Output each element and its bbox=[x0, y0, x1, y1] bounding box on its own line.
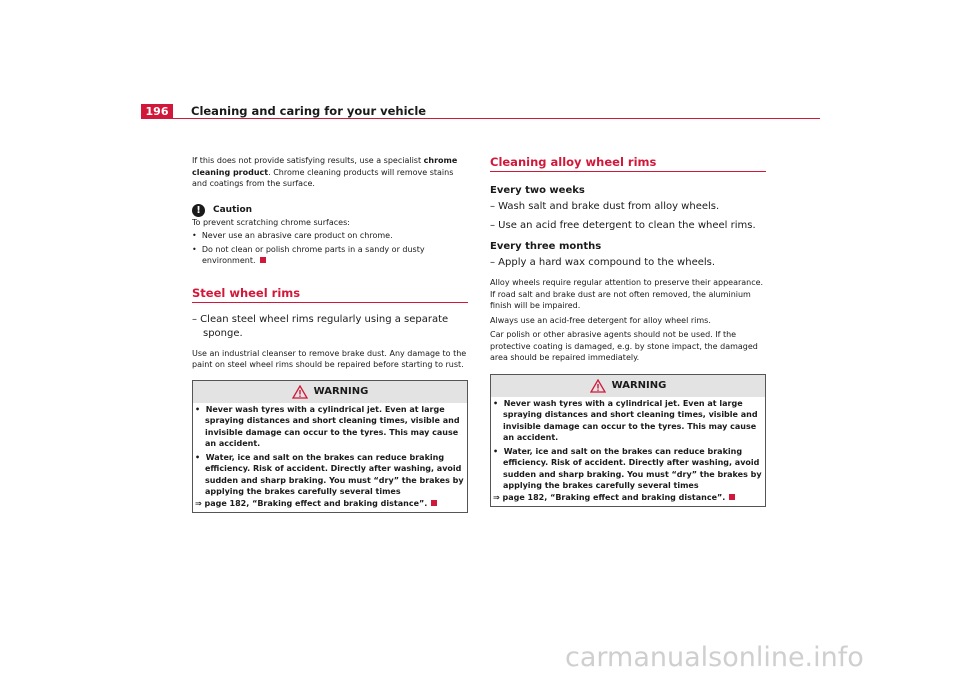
alloy-step: – Use an acid free detergent to clean the wheel rims. bbox=[490, 220, 756, 231]
warning-bullet: • Never wash tyres with a cylindrical jet. Even at large spraying distances and short cleaning times, visible and invisible damage can occur to the tyres. This may cause an accident. bbox=[493, 398, 758, 442]
chrome-product-term: chrome cleaning product bbox=[192, 156, 458, 177]
warning-header bbox=[193, 381, 467, 403]
warning-page-reference[interactable]: ⇒ page 182, “Braking effect and braking distance”. bbox=[493, 492, 763, 504]
warning-bullet: • Never wash tyres with a cylindrical jet. Even at large spraying distances and short cleaning times, visible and invisible damage can occur to the tyres. This may cause an accident. bbox=[195, 404, 460, 448]
steel-note: Use an industrial cleanser to remove brake dust. Any damage to the paint on steel wheel rims should be repaired before starting to rust. bbox=[192, 348, 467, 369]
warning-bullet: • Water, ice and salt on the brakes can reduce braking efficiency. Risk of accident. Directly after washing, avoid sudden and sharp braking. You must “dry” the brakes by applying the brakes carefully several times bbox=[195, 452, 464, 496]
warning-triangle-icon bbox=[292, 385, 308, 399]
steel-step: – Clean steel wheel rims regularly using a separate sponge. bbox=[192, 313, 449, 339]
svg-text:carmanualsonline.info: carmanualsonline.info bbox=[565, 642, 864, 673]
end-of-section-icon bbox=[260, 257, 266, 263]
caution-bullet: • Never use an abrasive care product on chrome. bbox=[192, 231, 393, 240]
right-column bbox=[490, 155, 766, 507]
steel-wheel-rims-heading: Steel wheel rims bbox=[192, 286, 468, 303]
warning-box bbox=[192, 380, 468, 514]
alloy-wheel-rims-heading: Cleaning alloy wheel rims bbox=[490, 155, 766, 172]
caution-icon: ! bbox=[192, 204, 205, 217]
watermark bbox=[565, 640, 945, 674]
alloy-paragraph: Car polish or other abrasive agents should not be used. If the protective coating is damaged, e.g. by stone impact, the damaged area should be repaired immediately. bbox=[490, 330, 758, 362]
every-three-months-heading: Every three months bbox=[490, 241, 602, 252]
page-number: 196 bbox=[141, 104, 173, 119]
caution-label: Caution bbox=[213, 205, 253, 215]
warning-body bbox=[491, 397, 765, 507]
every-two-weeks-heading: Every two weeks bbox=[490, 185, 585, 196]
warning-label: WARNING bbox=[611, 380, 667, 391]
warning-page-reference[interactable]: ⇒ page 182, “Braking effect and braking distance”. bbox=[195, 498, 465, 510]
caution-heading bbox=[192, 204, 468, 217]
end-of-section-icon bbox=[431, 500, 437, 506]
warning-triangle-icon bbox=[590, 379, 606, 393]
warning-bullet: • Water, ice and salt on the brakes can reduce braking efficiency. Risk of accident. Directly after washing, avoid sudden and sharp braking. You must “dry” the brakes by applying the brakes carefully several times bbox=[493, 446, 762, 490]
left-column bbox=[192, 155, 468, 513]
warning-box bbox=[490, 374, 766, 508]
page-title: Cleaning and caring for your vehicle bbox=[191, 104, 427, 118]
alloy-step: – Wash salt and brake dust from alloy wheels. bbox=[490, 201, 720, 212]
alloy-step: – Apply a hard wax compound to the wheels. bbox=[490, 257, 716, 268]
header-rule bbox=[141, 118, 820, 119]
end-of-section-icon bbox=[729, 494, 735, 500]
warning-body bbox=[193, 403, 467, 513]
alloy-paragraph: Always use an acid-free detergent for alloy wheel rims. bbox=[490, 315, 711, 325]
caution-lead: To prevent scratching chrome surfaces: bbox=[192, 217, 350, 227]
chrome-intro-paragraph: If this does not provide satisfying results, use a specialist chrome cleaning product. Chrome cleaning products will remove stains and coatings from the surface. bbox=[192, 156, 458, 188]
alloy-paragraph: Alloy wheels require regular attention to preserve their appearance. If road salt and brake dust are not often removed, the aluminium finish will be impaired. bbox=[490, 278, 764, 310]
warning-label: WARNING bbox=[313, 386, 369, 397]
caution-bullet: • Do not clean or polish chrome parts in a sandy or dusty environment. bbox=[192, 244, 425, 265]
warning-header bbox=[491, 375, 765, 397]
